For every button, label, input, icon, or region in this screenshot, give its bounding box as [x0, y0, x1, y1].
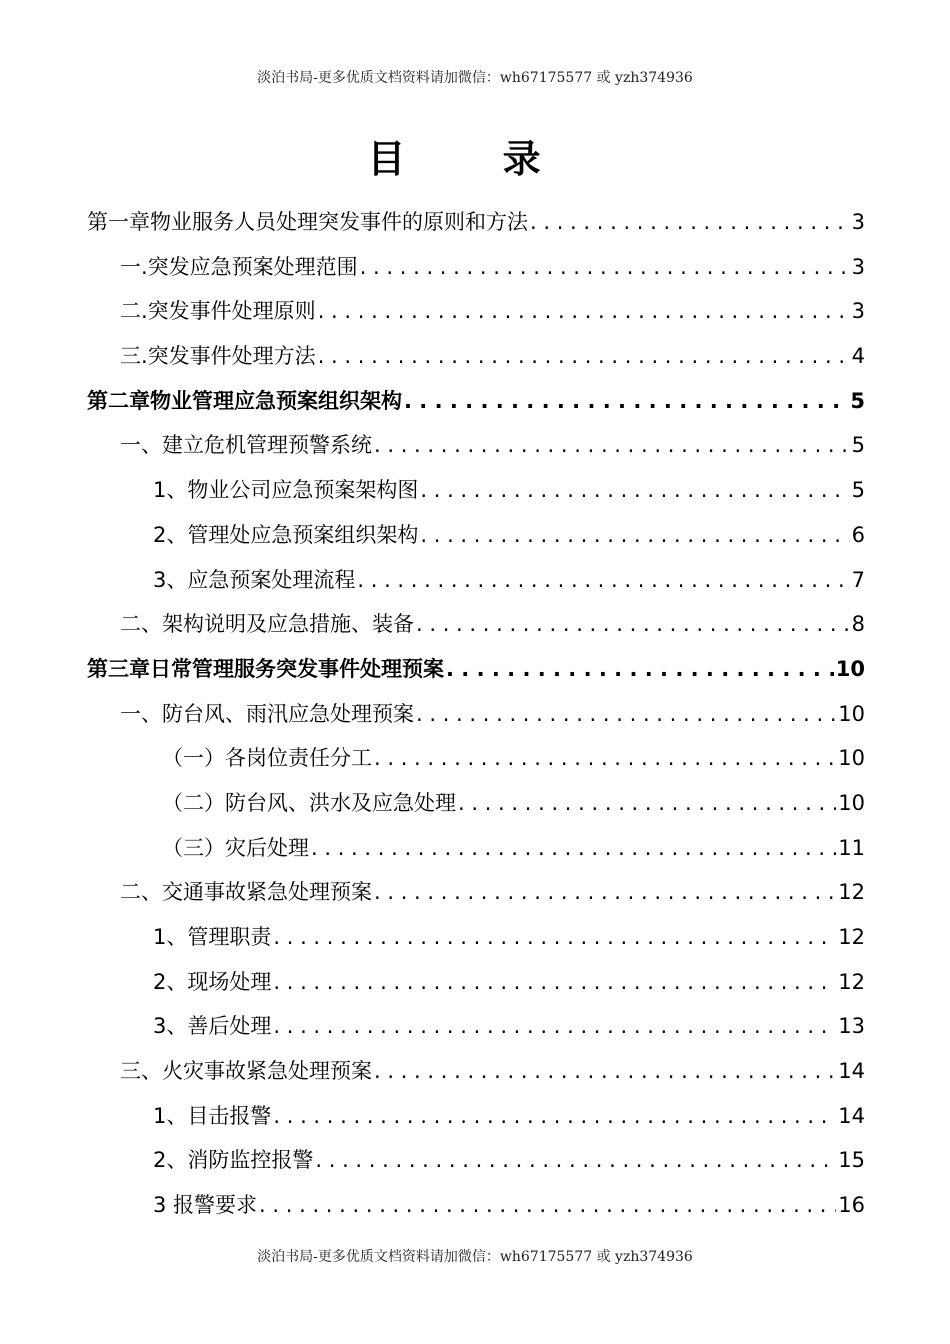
toc-entry[interactable]	[87, 826, 865, 871]
toc-entry-page-number: 3	[851, 210, 865, 234]
toc-leader-dots	[530, 200, 850, 245]
toc-entry-label: （一）各岗位责任分工	[162, 746, 372, 771]
toc-entry-label: 2、消防监控报警	[153, 1148, 314, 1173]
toc-entry-page-number: 12	[838, 925, 865, 949]
toc-entry-page-number: 8	[851, 612, 865, 637]
toc-entry-page-number: 10	[835, 656, 865, 681]
toc-entry-page-number: 3	[851, 254, 865, 279]
toc-leader-dots	[273, 915, 836, 960]
toc-entry-page-number: 13	[838, 1014, 865, 1039]
toc-leader-dots	[273, 960, 836, 1005]
toc-entry[interactable]	[87, 602, 865, 647]
toc-entry-page-number: 5	[850, 388, 865, 413]
toc-entry-label: 二、架构说明及应急措施、装备	[120, 612, 414, 637]
toc-entry-page-number: 12	[838, 880, 865, 905]
toc-entry-page-number: 14	[838, 1059, 865, 1084]
toc-entry-label: （三）灾后处理	[162, 835, 309, 860]
toc-entry-label: 第一章物业服务人员处理突发事件的原则和方法	[87, 210, 528, 234]
toc-entry-label: 2、现场处理	[153, 969, 272, 994]
toc-entry-page-number: 10	[838, 746, 865, 771]
toc-entry-page-number: 4	[851, 344, 865, 369]
toc-entry[interactable]	[87, 1094, 865, 1139]
toc-entry[interactable]	[87, 245, 865, 290]
toc-entry[interactable]	[87, 334, 865, 379]
toc-leader-dots	[416, 692, 836, 737]
toc-leader-dots	[318, 334, 850, 379]
toc-entry-label: 一、防台风、雨汛应急处理预案	[120, 701, 414, 726]
toc-entry[interactable]	[87, 379, 865, 424]
toc-entry-page-number: 5	[851, 478, 865, 503]
toc-entry[interactable]	[87, 960, 865, 1005]
toc-entry[interactable]	[87, 1183, 865, 1228]
page-footer: 淡泊书局-更多优质文档资料请加微信：wh67175577 或 yzh374936	[257, 1249, 693, 1265]
toc-entry[interactable]	[87, 870, 865, 915]
toc-entry-label: 1、物业公司应急预案架构图	[153, 478, 419, 503]
toc-leader-dots	[420, 513, 849, 558]
table-of-contents	[87, 200, 865, 1228]
toc-entry-page-number: 10	[838, 790, 865, 815]
toc-entry-label: （二）防台风、洪水及应急处理	[162, 790, 456, 815]
toc-entry-page-number: 15	[838, 1148, 865, 1173]
toc-entry[interactable]	[87, 200, 865, 245]
toc-entry-label: 第二章物业管理应急预案组织架构	[87, 388, 402, 413]
toc-leader-dots	[420, 468, 849, 513]
toc-leader-dots	[458, 781, 836, 826]
toc-entry-label: 1、管理职责	[153, 925, 272, 949]
toc-entry[interactable]	[87, 1138, 865, 1183]
toc-leader-dots	[315, 1138, 836, 1183]
toc-entry[interactable]	[87, 423, 865, 468]
toc-leader-dots	[416, 602, 850, 647]
toc-leader-dots	[446, 647, 834, 692]
toc-entry-label: 3、善后处理	[153, 1014, 272, 1039]
toc-entry-page-number: 6	[851, 522, 865, 547]
toc-entry-page-number: 7	[851, 567, 865, 592]
toc-entry[interactable]	[87, 468, 865, 513]
toc-entry[interactable]	[87, 1004, 865, 1049]
toc-entry-page-number: 14	[838, 1103, 865, 1128]
page-header: 淡泊书局-更多优质文档资料请加微信：wh67175577 或 yzh374936	[257, 70, 693, 86]
toc-leader-dots	[273, 1094, 836, 1139]
toc-entry-label: 3 报警要求	[153, 1193, 258, 1218]
toc-entry-label: 第三章日常管理服务突发事件处理预案	[87, 656, 444, 681]
toc-entry-page-number: 11	[838, 835, 865, 860]
toc-leader-dots	[374, 736, 836, 781]
toc-leader-dots	[357, 558, 849, 603]
toc-entry-label: 二、交通事故紧急处理预案	[120, 880, 372, 905]
toc-leader-dots	[360, 245, 850, 290]
toc-leader-dots	[374, 870, 836, 915]
toc-leader-dots	[273, 1004, 836, 1049]
toc-entry[interactable]	[87, 736, 865, 781]
toc-entry-label: 三、火灾事故紧急处理预案	[120, 1059, 372, 1084]
toc-entry-page-number: 16	[838, 1193, 865, 1218]
toc-entry-label: 1、目击报警	[153, 1103, 272, 1128]
toc-entry[interactable]	[87, 289, 865, 334]
toc-entry-label: 二.突发事件处理原则	[120, 299, 316, 324]
toc-leader-dots	[374, 423, 850, 468]
toc-leader-dots	[404, 379, 848, 424]
toc-entry-page-number: 12	[838, 969, 865, 994]
toc-entry-label: 一.突发应急预案处理范围	[120, 254, 358, 279]
toc-entry[interactable]	[87, 647, 865, 692]
toc-entry[interactable]	[87, 1049, 865, 1094]
toc-entry-page-number: 5	[851, 433, 865, 458]
toc-entry[interactable]	[87, 692, 865, 737]
toc-leader-dots	[259, 1183, 836, 1228]
toc-entry[interactable]	[87, 781, 865, 826]
toc-entry[interactable]	[87, 513, 865, 558]
toc-entry[interactable]	[87, 558, 865, 603]
toc-leader-dots	[374, 1049, 836, 1094]
toc-leader-dots	[311, 826, 836, 871]
toc-entry-label: 3、应急预案处理流程	[153, 567, 356, 592]
toc-entry-page-number: 10	[838, 701, 865, 726]
toc-entry[interactable]	[87, 915, 865, 960]
toc-entry-label: 三.突发事件处理方法	[120, 344, 316, 369]
toc-leader-dots	[318, 289, 850, 334]
toc-title: 目 录	[367, 137, 583, 181]
toc-entry-label: 2、管理处应急预案组织架构	[153, 522, 419, 547]
toc-entry-label: 一、建立危机管理预警系统	[120, 433, 372, 458]
toc-entry-page-number: 3	[851, 299, 865, 324]
